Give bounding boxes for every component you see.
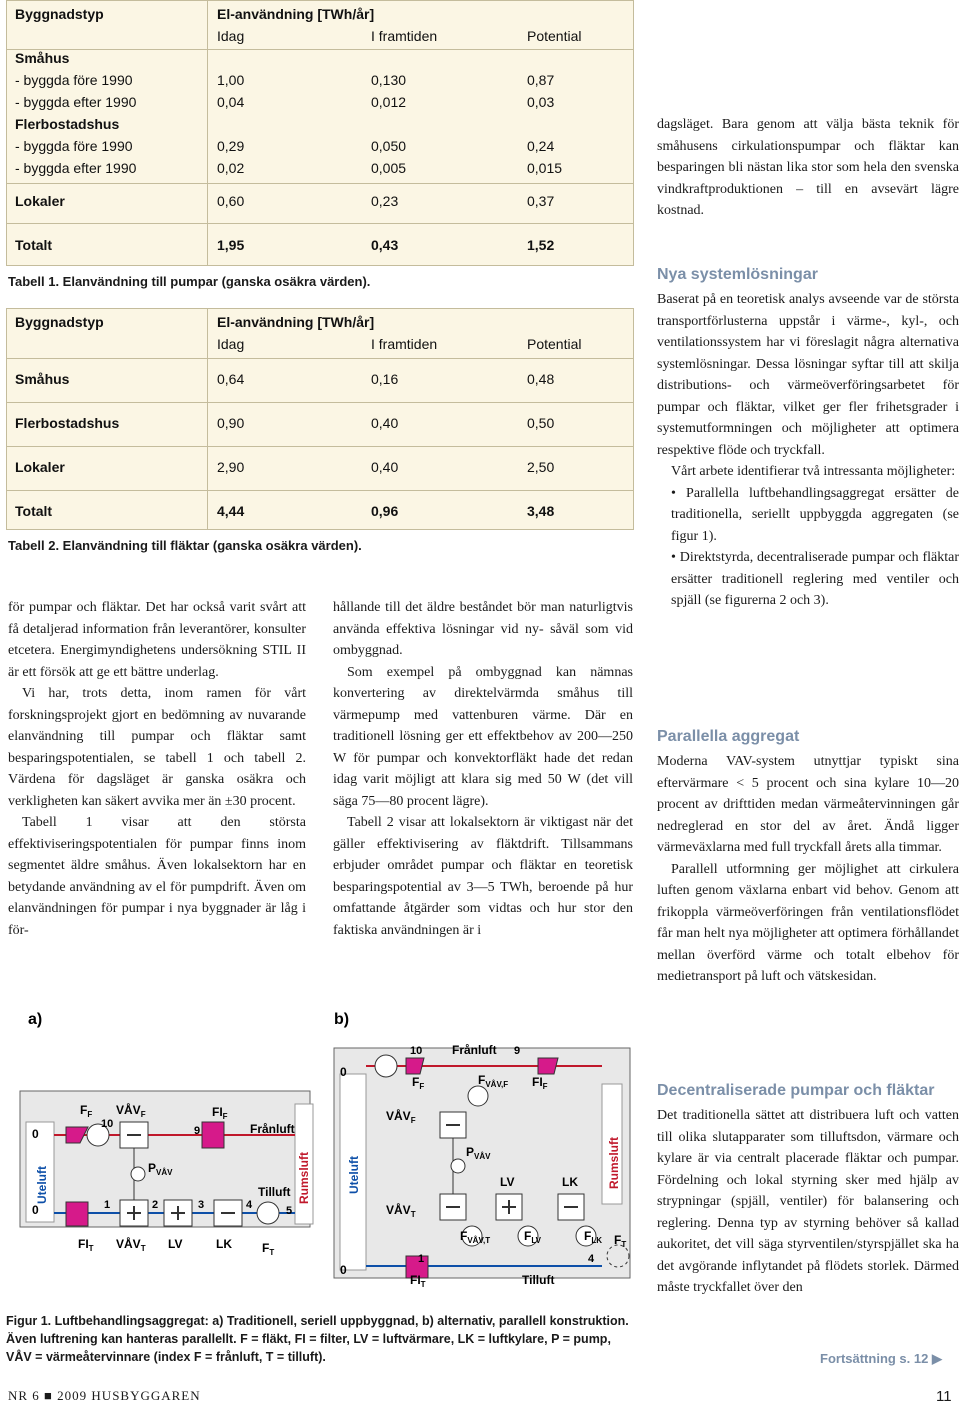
table-divider [207,1,208,265]
node-0: 0 [340,1065,347,1079]
uteluft-label: Uteluft [35,1166,49,1204]
row-label: Totalt [15,237,53,253]
node-5: 5 [286,1205,293,1217]
table-cell: 0,48 [527,371,555,387]
paragraph: Vårt arbete identifierar två intressanta möjligheter: [671,464,956,479]
table-cell: 0,96 [371,503,399,519]
bullet-item [657,483,959,548]
table-header: El-användning [TWh/år] [217,6,375,22]
section-heading: Nya systemlösningar [657,266,818,283]
table-cell: 0,005 [371,160,407,176]
body-column-left [8,597,306,941]
paragraph: för pumpar och fläktar. Det har också varit svårt att få detaljerad information från leverantörer, konsulter etcetera. Energimyndighetens undersökning STIL II är ett försök att ge ett bättre underlag. [8,600,306,680]
table-cell: 0,050 [371,138,407,154]
table-cell: 3,48 [527,503,555,519]
fan-icon [468,1086,488,1106]
pump-icon [131,1167,145,1181]
paragraph: Moderna VAV-system utnyttjar typiskt sina eftervärmare < 5 procent och sina kylare 10—20 procent av drifttiden medan värmeåtervinningen går nedreglerad en stor del av året. Ändå ligger värmeväxlarna med full tryckfall årets alla timmar. [657,754,959,855]
label-FLK: $F_{LK}$ [584,1229,603,1245]
label-FF: $F_F$ [412,1075,425,1091]
paragraph: Det traditionella sättet att distribuera luft och vatten till olika slutapparater som tilluftsdon, värmare och kylare är via centralt placerade fläktar och pumpar. Fördelning och lokal styrning sker med hjälp av strypningar (spjäll, ventiler) för balansering och reglering. Denna typ av styrning behöver så kallad aukoritet, det vill säga styrventilen/styrspjället ska ha det avgörande inflytandet på flödets storlek. Därmed måste tryckfallet över den [657,1108,959,1295]
figure-1-caption: Figur 1. Luftbehandlingsaggregat: a) Traditionell, seriell uppbyggnad, b) alternativ, parallell konstruktion. Även luftrening kan hanteras parallellt. F = fläkt, FI = filter, LV = luftvärmare, LK = luftkylare, P = pump, VÅV = värmeåtervinnare (index F = frånluft, T = tilluft). [6,1314,629,1364]
bullet-item [657,547,959,612]
row-label: - byggda före 1990 [15,138,133,154]
footer-publication: NR 6 ■ 2009 HUSBYGGAREN [8,1388,201,1403]
table-cell: 0,50 [527,415,555,431]
pump-icon [451,1159,465,1173]
diagram-a-label: a) [28,1011,43,1028]
table-cell: 0,40 [371,415,399,431]
label-LK: LK [216,1237,232,1251]
table-cell: 1,00 [217,72,245,88]
row-label: Totalt [15,503,53,519]
row-label: - byggda efter 1990 [15,94,137,110]
label-FT: $F_T$ [262,1241,275,1257]
row-label: - byggda före 1990 [15,72,133,88]
table-cell: 2,90 [217,459,245,475]
table-cell: 0,43 [371,237,399,253]
bullet-icon: • [671,485,687,501]
table-cell: 0,64 [217,371,245,387]
table-1-caption: Tabell 1. Elanvändning till pumpar (ganska osäkra värden). [8,274,371,289]
uteluft-label: Uteluft [347,1156,361,1194]
table-header: El-användning [TWh/år] [217,314,375,330]
node-10: 10 [101,1118,114,1130]
table-cell: 2,50 [527,459,555,475]
table-cell: 0,24 [527,138,555,154]
table-cell: 0,87 [527,72,555,88]
table-cell: 0,130 [371,72,407,88]
label-FLV: $F_{LV}$ [524,1229,541,1245]
label-FF: $F_F$ [80,1103,93,1119]
label-LV: LV [168,1237,183,1251]
node-0: 0 [32,1127,39,1141]
label-VAVT: $VÅV_T$ [116,1237,146,1253]
label-tilluft: Tilluft [258,1185,291,1199]
label-LV: LV [500,1175,515,1189]
label-franluft: Frånluft [250,1122,295,1136]
table-cell: 1,95 [217,237,245,253]
rumsluft-label: Rumsluft [607,1137,621,1189]
label-VAVT: $VÅV_T$ [386,1203,416,1219]
node-0: 0 [32,1203,39,1217]
arrow-right-icon: ▶ [931,1351,942,1366]
label-FIT: $FI_T$ [78,1237,94,1253]
fan-icon [375,1055,397,1077]
figure-1-diagram [6,1004,634,1314]
node-3: 3 [198,1199,205,1211]
table-divider [207,309,208,529]
table-cell: 0,37 [527,193,555,209]
row-label: Flerbostadshus [15,116,120,132]
label-FT: $F_T$ [614,1233,627,1249]
label-VAVF: $VÅV_F$ [386,1109,416,1125]
rumsluft-label: Rumsluft [297,1152,311,1204]
label-FVAVT: $F_{VÅV,T}$ [460,1229,491,1245]
table-cell: 0,40 [371,459,399,475]
paragraph: hållande till det äldre beståndet bör man naturligtvis använda effektiva lösningar vid ny- såväl som vid ombyggnad. [333,600,633,658]
body-column-right-b [657,751,959,988]
filter-icon [202,1122,224,1148]
row-label: Småhus [15,371,70,387]
subheader: Idag [217,336,245,352]
subheader: I framtiden [371,28,438,44]
node-9: 9 [514,1045,521,1057]
paragraph: Baserat på en teoretisk analys avseende var de största transportförlusterna uppstår i värme-, kyl-, och ventilationssystem har vi föreslagit några alternativa systemlösningar. Dessa lösningar syftar till att skilja distributions- och värmeöverföringsarbetet för pumpar och fläktar, vilket ger fler frihetsgrader i systemutformningen och möjligheter att optimera respektive flöde och tryckfall. [657,292,959,458]
row-label: - byggda efter 1990 [15,160,137,176]
table-header: Byggnadstyp [15,6,104,22]
paragraph: Tabell 1 visar att den största effektiviseringspotentialen för pumpar finns inom segmentet äldre småhus. Även lokalsektorn har en betydande användning av el för pumpdrift. Även om elanvändningen för pumpar i nya byggnader är låg i för- [8,815,306,938]
diagram-b-label: b) [334,1011,350,1028]
bullet-icon: • [671,550,680,565]
table-cell: 0,02 [217,160,245,176]
body-column-middle [333,597,633,941]
row-label: Småhus [15,50,70,66]
body-column-right-a [657,289,959,612]
table-cell: 4,44 [217,503,245,519]
label-PVAV: $P_{VÅV}$ [148,1161,173,1177]
paragraph: Vi har, trots detta, inom ramen för vårt forskningsprojekt gjort en bedömning av nuvarande elanvändning till pumpar och fläktar samt besparingspotentialen, se tabell 1 och tabell 2. Värdena för dagsläget är ganska osäkra och verkligheten kan säkert avvika mer än ±30 procent. [8,686,306,809]
node-10: 10 [410,1045,423,1057]
body-column-right-top [657,114,959,222]
node-9: 9 [194,1125,201,1137]
node-0: 0 [340,1263,347,1277]
table-cell: 0,012 [371,94,407,110]
label-FIT: $FI_T$ [410,1273,426,1289]
continuation-label: Fortsättning s. 12 [820,1351,929,1366]
table-1 [6,0,634,266]
table-cell: 0,16 [371,371,399,387]
subheader: Potential [527,28,582,44]
label-LK: LK [562,1175,578,1189]
label-VAVF: $VÅV_F$ [116,1103,146,1119]
page-number: 11 [936,1388,952,1405]
table-cell: 0,04 [217,94,245,110]
table-cell: 0,03 [527,94,555,110]
table-cell: 0,015 [527,160,563,176]
node-4: 4 [588,1253,595,1265]
paragraph: dagsläget. Bara genom att välja bästa teknik för småhusens cirkulationspumpar och fläktar kan besparingen bli nästan lika stor som hela den svenska vindkraftproduktionen – till en avsevärt lägre kostnad. [657,117,959,218]
table-2 [6,308,634,530]
label-FIF: $FI_F$ [532,1075,548,1091]
table-cell: 0,90 [217,415,245,431]
node-1: 1 [418,1253,425,1265]
figure-1 [6,1004,634,1314]
label-PVAV: $P_{VÅV}$ [466,1145,491,1161]
row-label: Lokaler [15,459,65,475]
bullet-text: Parallella luftbehandlingsaggregat ersätter de traditionella, seriellt uppbyggda aggregaten (se figur 1). [671,485,960,544]
paragraph: Tabell 2 visar att lokalsektorn är viktigast när det gäller effektivisering av fläktdrift. Tillsammans erbjuder området pumpar och fläktar en teoretisk besparingspotential av 3—5 TWh, beroende på hur omfattande åtgärder som vidtas och hur stor den faktiska användningen är i [333,815,633,938]
subheader: Idag [217,28,245,44]
label-FIF: $FI_F$ [212,1105,228,1121]
fan-icon [257,1202,279,1224]
continuation-link[interactable] [820,1351,942,1367]
table-header: Byggnadstyp [15,314,104,330]
row-label: Flerbostadshus [15,415,120,431]
bullet-text: Direktstyrda, decentraliserade pumpar och fläktar ersätter traditionell reglering med ventiler och spjäll (se figurerna 2 och 3). [671,550,959,608]
table-cell: 0,29 [217,138,245,154]
filter-icon [66,1202,88,1226]
body-column-right-c [657,1105,959,1299]
table-cell: 0,60 [217,193,245,209]
table-2-caption: Tabell 2. Elanvändning till fläktar (ganska osäkra värden). [8,538,362,553]
filter-icon [538,1058,558,1074]
label-franluft: Frånluft [452,1043,497,1057]
section-heading: Decentraliserade pumpar och fläktar [657,1082,935,1099]
node-2: 2 [152,1199,159,1211]
node-1: 1 [104,1199,111,1211]
label-tilluft: Tilluft [522,1273,555,1287]
row-label: Lokaler [15,193,65,209]
paragraph: Parallell utformning ger möjlighet att cirkulera luften genom växlarna enbart vid behov. Genom att frikoppla värmeöverföringen från ventilationsflödet får man helt nya möjligheter att optimera förhållandet mellan överförd värme och totalt elbehov för medietransport på luft och vätskesidan. [657,861,959,984]
section-heading: Parallella aggregat [657,728,800,745]
subheader: Potential [527,336,582,352]
label-FVAVF: $F_{VÅV,F}$ [478,1073,509,1089]
table-cell: 0,23 [371,193,399,209]
paragraph: Som exempel på ombyggnad kan nämnas konvertering av direktelvärmda småhus till värmepump med vattenburen värme. Där en traditionell lösning ger ett effektbehov av 200—250 W för pumpar och konvektorfläkt hade det redan idag varit möjligt att klara sig med 50 W (det vill säga 75—80 procent lägre). [333,664,633,809]
subheader: I framtiden [371,336,438,352]
table-cell: 1,52 [527,237,555,253]
node-4: 4 [246,1199,253,1211]
